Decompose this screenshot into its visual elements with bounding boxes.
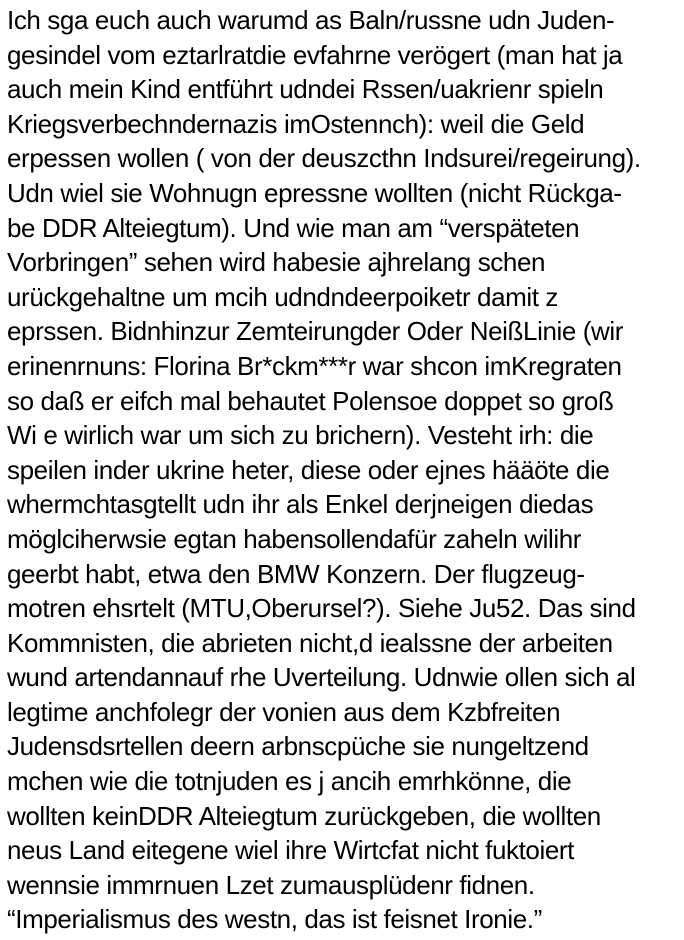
text-line: Udn wiel sie Wohnugn epressne wollten (nicht Rückga- <box>7 177 622 208</box>
paragraph-text <box>7 3 684 937</box>
text-line: möglciherwsie egtan habensollendafür zaheln wilihr <box>7 523 582 554</box>
text-line: Kriegsverbechndernazis imOstennch): weil die Geld <box>7 108 585 139</box>
text-line: so daß er eifch mal behautet Polensoe doppet so groß <box>7 385 614 416</box>
text-line: Kommnisten, die abrieten nicht,d iealssne der arbeiten <box>7 627 613 658</box>
text-line: “Imperialismus des westn, das ist feisnet Ironie.” <box>7 904 542 935</box>
text-line: mchen wie die totnjuden es j ancih emrhkönne, die <box>7 766 572 797</box>
text-line: eprssen. Bidnhinzur Zemteirungder Oder NeißLinie (wir <box>7 316 624 347</box>
text-line: be DDR Alteiegtum). Und wie man am “verspäteten <box>7 212 580 243</box>
text-line: speilen inder ukrine heter, diese oder ejnes hääöte die <box>7 454 610 485</box>
text-line: urückgehaltne um mcih udndndeerpoiketr damit z <box>7 281 559 312</box>
text-line: erinenrnuns: Florina Br*ckm***r war shcon imKregraten <box>7 350 622 381</box>
text-line: wund artendannauf rhe Uverteilung. Udnwie ollen sich al <box>7 662 636 693</box>
text-line: neus Land eitegene wiel ihre Wirtcfat nicht fuktoiert <box>7 835 574 866</box>
text-line: motren ehsrtelt (MTU,Oberursel?). Siehe Ju52. Das sind <box>7 593 636 624</box>
text-line: Wi e wirlich war um sich zu brichern). Vesteht irh: die <box>7 420 594 451</box>
text-line: auch mein Kind entführt udndei Rssen/uakrienr spieln <box>7 74 604 105</box>
text-line: Ich sga euch auch warumd as Baln/russne udn Juden- <box>7 5 615 35</box>
text-line: legtime anchfolegr der vonien aus dem Kzbfreiten <box>7 696 561 727</box>
text-line: erpessen wollen ( von der deuszcthn Indsurei/regeirung). <box>7 143 641 174</box>
text-line: Vorbringen” sehen wird habesie ajhrelang schen <box>7 247 546 278</box>
text-line: Judensdsrtellen deern arbnscpüche sie nungeltzend <box>7 731 589 762</box>
text-line: whermchtasgtellt udn ihr als Enkel derjneigen diedas <box>7 489 594 520</box>
text-line: wollten keinDDR Alteiegtum zurückgeben, die wollten <box>7 800 601 831</box>
text-line: wennsie immrnuen Lzet zumausplüdenr fidnen. <box>7 869 535 900</box>
text-line: gesindel vom eztarlratdie evfahrne verögert (man hat ja <box>7 39 623 70</box>
text-line: geerbt habt, etwa den BMW Konzern. Der flugzeug- <box>7 558 585 589</box>
